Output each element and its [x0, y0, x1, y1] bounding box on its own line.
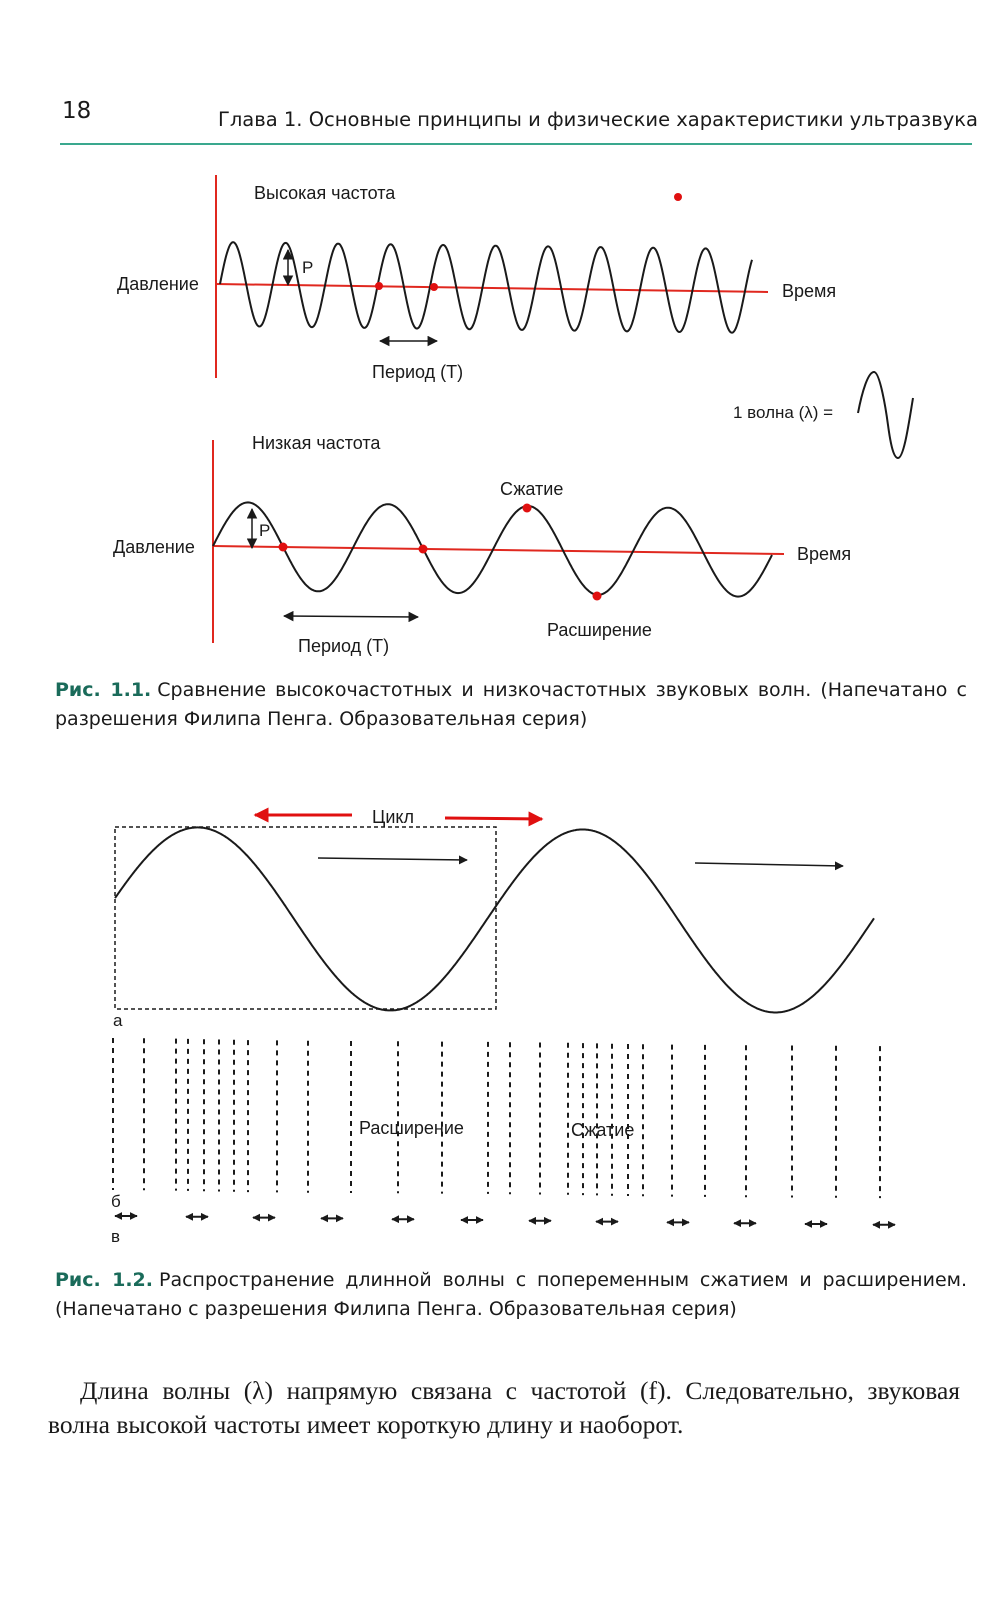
cycle-box: [115, 827, 496, 1009]
low-frequency-title: Низкая частота: [252, 433, 381, 453]
cycle-label: Цикл: [372, 807, 414, 827]
particle-lines: [113, 1038, 880, 1198]
rarefaction-label: Расширение: [359, 1118, 464, 1138]
low-amplitude-label: P: [259, 521, 271, 540]
figure-1-1-caption-text: Сравнение высокочастотных и низкочастотных звуковых волн. (Напечатано с разрешения Филипа Пенга. Образовательная серия): [55, 679, 967, 730]
stray-red-dot: [674, 193, 682, 201]
figure-1-2: [0, 780, 1000, 1250]
wavelength-label: 1 волна (λ) =: [733, 403, 834, 422]
panel-a-label: а: [113, 1011, 123, 1030]
low-time-axis: [213, 546, 784, 554]
figure-1-1: [0, 0, 1000, 680]
panel-b-label: б: [111, 1192, 121, 1211]
figure-1-1-caption: [55, 676, 967, 734]
rarefaction-point: [593, 592, 602, 601]
figure-1-2-caption-label: Рис. 1.2.: [55, 1269, 153, 1291]
compression-label: Сжатие: [571, 1120, 635, 1140]
low-pressure-label: Давление: [113, 537, 195, 557]
long-wave: [115, 827, 874, 1012]
chapter-title: Глава 1. Основные принципы и физические характеристики ультразвука: [217, 108, 978, 131]
body-paragraph: Длина волны (λ) напрямую связана с частотой (f). Следовательно, звуковая волна высокой частоты имеет короткую длину и наоборот.: [48, 1376, 960, 1439]
compression-point: [523, 504, 532, 513]
low-zero-point: [279, 543, 288, 552]
high-time-label: Время: [782, 281, 837, 301]
low-zero-point: [419, 545, 428, 554]
wavelength-glyph: [858, 372, 913, 458]
high-zero-point: [430, 283, 438, 291]
low-time-label: Время: [797, 544, 852, 564]
rarefaction-label: Расширение: [547, 620, 652, 640]
high-frequency-title: Высокая частота: [254, 183, 396, 203]
panel-c-label: в: [111, 1227, 121, 1246]
low-period-label: Период (T): [298, 636, 390, 656]
figure-1-2-caption: [55, 1266, 967, 1324]
low-frequency-wave: [213, 502, 772, 596]
high-pressure-label: Давление: [117, 274, 199, 294]
low-period-arrow: [284, 616, 418, 617]
particle-oscillations: [115, 1216, 895, 1225]
figure-1-1-caption-label: Рис. 1.1.: [55, 679, 152, 701]
high-period-label: Период (T): [372, 362, 464, 382]
cycle-arrow-right: [445, 818, 542, 819]
direction-arrow: [318, 858, 467, 860]
direction-arrow: [695, 863, 843, 866]
page-number: 18: [62, 98, 92, 124]
high-zero-point: [375, 282, 383, 290]
compression-label: Сжатие: [500, 479, 564, 499]
high-amplitude-label: P: [302, 258, 314, 277]
figure-1-2-caption-text: Распространение длинной волны с попеременным сжатием и расширением. (Напечатано с разрешения Филипа Пенга. Образовательная серия): [55, 1269, 968, 1320]
